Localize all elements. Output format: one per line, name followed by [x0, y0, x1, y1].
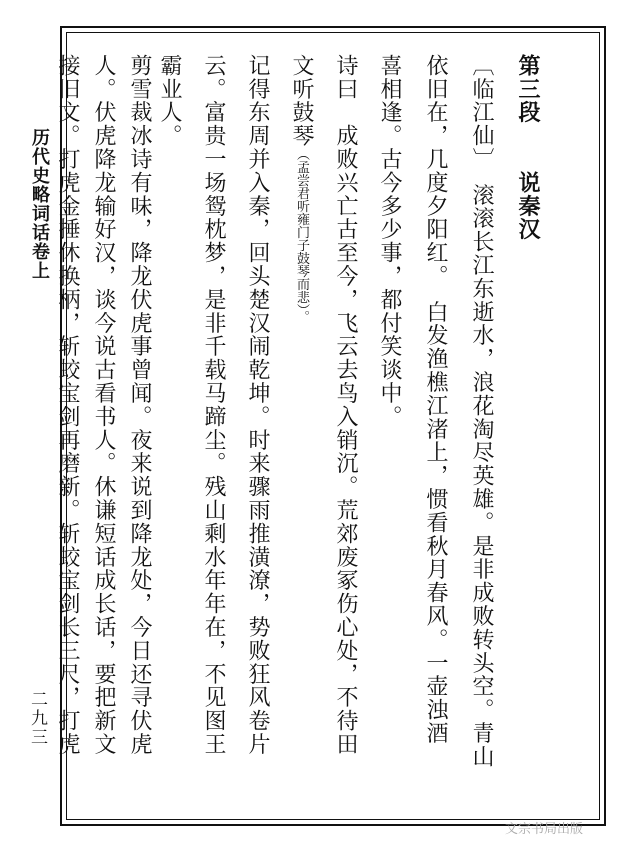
text-column-3: 喜相逢。古今多少事，都付笑谈中。 — [377, 54, 402, 429]
section-number: 第三段 — [515, 54, 540, 125]
text-column-6: 记得东周并入秦，回头楚汉闹乾坤。时来骤雨推潢潦，势败狂风卷片 — [245, 54, 270, 756]
text-column-2: 依旧在，几度夕阳红。 白发渔樵江渚上，惯看秋月春风。一壶浊酒 — [423, 54, 448, 745]
section-heading — [510, 54, 544, 814]
watermark: 文宗书局出版 — [505, 822, 584, 837]
page-number: 二九三 — [27, 690, 47, 747]
section-title: 说秦汉 — [515, 171, 540, 242]
running-title: 历代史略词话卷上 — [29, 128, 50, 280]
page-body — [55, 54, 548, 814]
text-column-10: 人。伏虎降龙输好汉，谈今说古看书人。休谦短话成长话，要把新文 — [91, 54, 116, 756]
text-column-1: 〔临江仙〕 滚滚长江东逝水，浪花淘尽英雄。是非成败转头空。青山 — [469, 54, 494, 769]
poem-line-end: 文听鼓琴 — [289, 54, 314, 148]
text-column-4: 诗曰 成败兴亡古至今，飞云去鸟入销沉。荒郊废冢伤心处，不待田 — [333, 54, 358, 756]
text-column-5 — [284, 54, 318, 814]
annotation-note: （孟尝君听雍门子鼓琴而悲）。 — [294, 147, 309, 324]
text-column-7: 云。富贵一场鸳枕梦，是非千载马蹄尘。残山剩水年年在，不见图王 — [201, 54, 226, 756]
text-column-9: 剪雪裁冰诗有味，降龙伏虎事曾闻。夜来说到降龙处，今日还寻伏虎 — [127, 54, 152, 756]
text-column-11: 接旧文。打虎金捶休换柄，斩蛟宝剑再磨新。斩蛟宝剑长三尺，打虎 — [55, 54, 80, 756]
text-column-8: 霸业人。 — [157, 54, 182, 148]
